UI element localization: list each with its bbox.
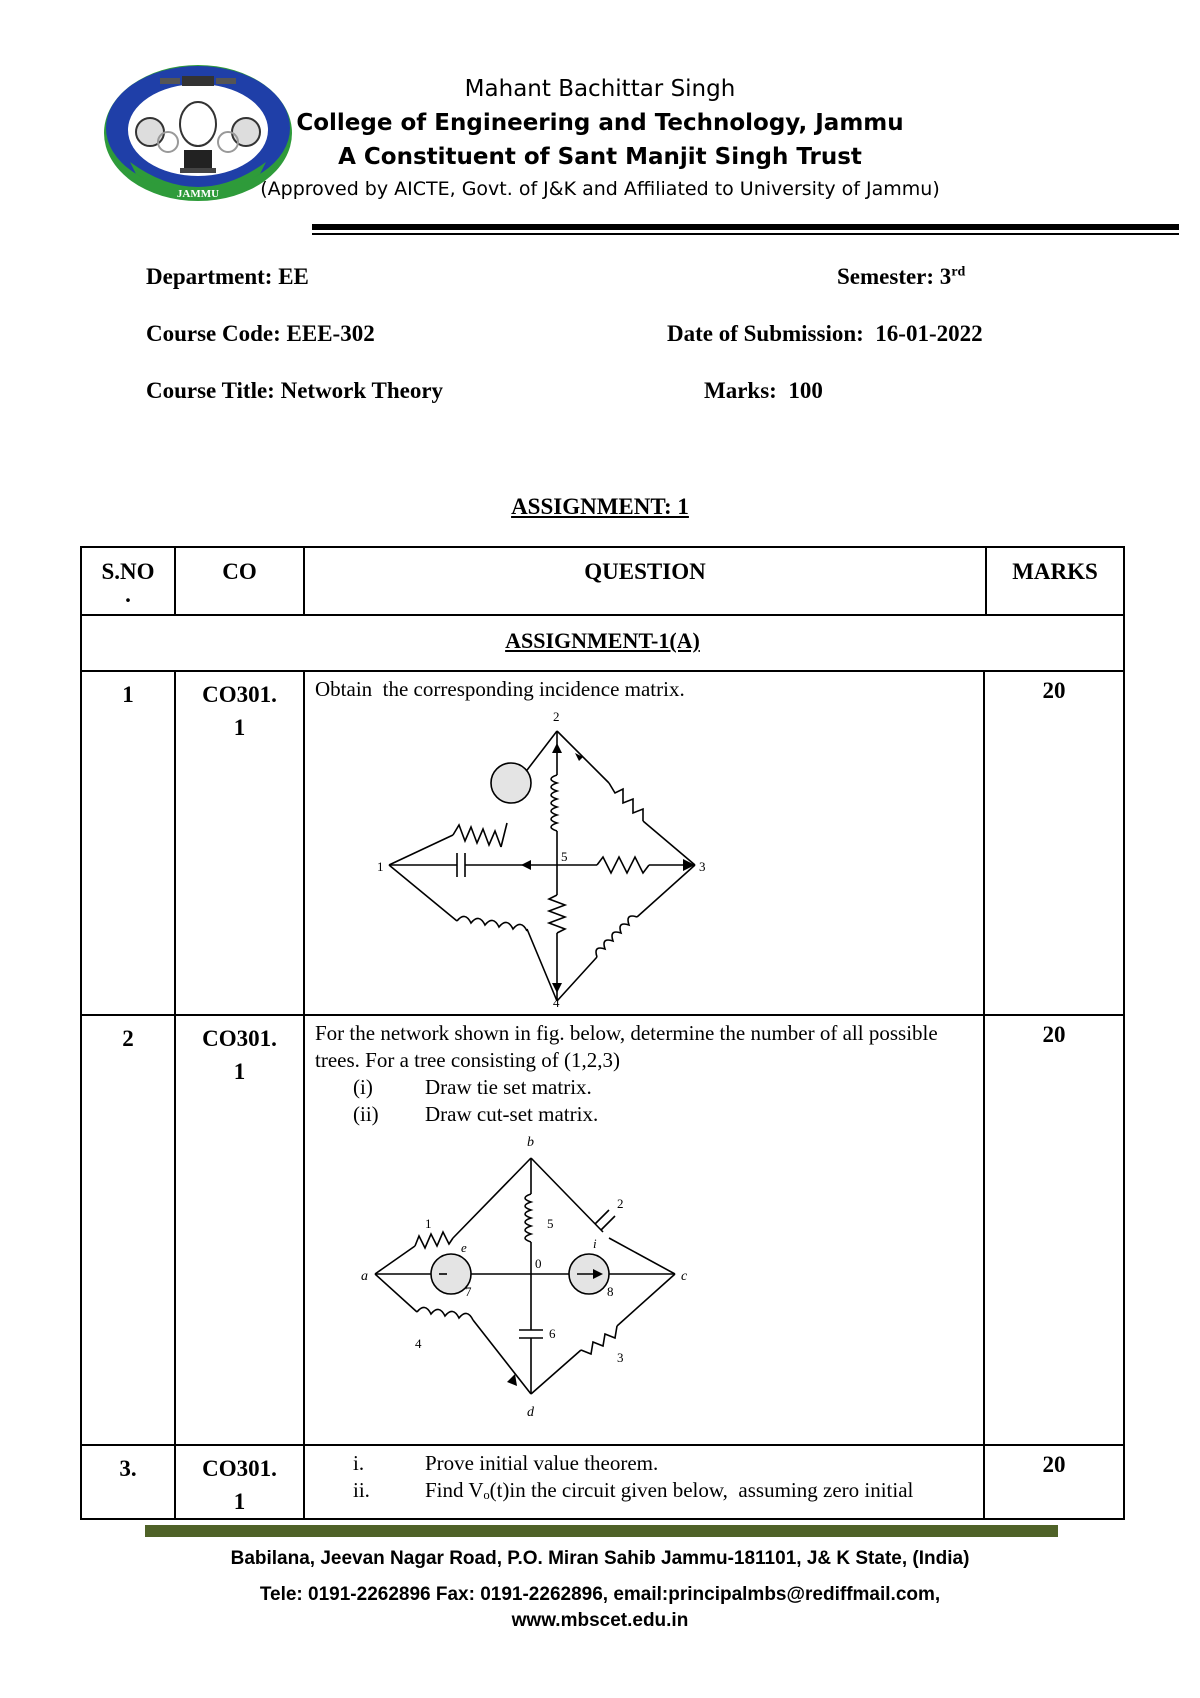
header-line-3: A Constituent of Sant Manjit Singh Trust [338, 144, 862, 170]
sub-question [315, 1101, 977, 1128]
header-sno-text: S.NO [101, 559, 155, 584]
table-header-row [81, 547, 1124, 615]
row-co-line2: 1 [233, 1489, 246, 1514]
table-row [81, 671, 1124, 1015]
header-line-4: (Approved by AICTE, Govt. of J&K and Affiliated to University of Jammu) [260, 178, 940, 200]
header-co: CO [175, 547, 304, 615]
fig1-node-2: 2 [553, 709, 560, 724]
row-co-line1: CO301. [202, 1026, 277, 1051]
semester-sup: rd [951, 264, 966, 280]
row-marks: 20 [984, 1445, 1124, 1519]
fig2-branch-1: 1 [425, 1216, 432, 1231]
row-sno: 3. [81, 1445, 175, 1519]
row-co [175, 671, 304, 1015]
sub-question-label: (ii) [353, 1102, 379, 1126]
fig2-node-a: a [361, 1269, 368, 1284]
row-co-line2: 1 [233, 1059, 246, 1084]
semester-label: Semester: 3 [837, 264, 952, 289]
fig1-node-1: 1 [377, 859, 384, 874]
row-sno: 1 [81, 671, 175, 1015]
header-marks: MARKS [1012, 559, 1098, 584]
table-row [81, 1445, 1124, 1519]
header-line-2: College of Engineering and Technology, Jammu [296, 110, 904, 136]
sub-question [315, 1477, 977, 1504]
fig2-branch-7: 7 [465, 1284, 472, 1299]
row-co [175, 1445, 304, 1519]
fig2-branch-6: 6 [549, 1326, 556, 1341]
footer-contact: Tele: 0191-2262896 Fax: 0191-2262896, email:principalmbs@rediffmail.com, [259, 1584, 941, 1605]
fig2-branch-4: 4 [415, 1336, 422, 1351]
figure-network-1 [361, 703, 706, 1010]
fig1-node-4: 4 [553, 995, 560, 1010]
header-sno [81, 547, 175, 615]
sub-question-text: Prove initial value theorem. [425, 1451, 659, 1475]
marks-total: Marks: 100 [704, 378, 823, 403]
fig2-branch-8: 8 [607, 1284, 614, 1299]
sub-question-text: Find Vₒ(t)in the circuit given below, assuming zero initial [425, 1478, 914, 1502]
figure-network-2 [355, 1128, 695, 1420]
question-text: Obtain the corresponding incidence matrix. [315, 677, 685, 701]
row-question [304, 1015, 984, 1445]
header-line-1: Mahant Bachittar Singh [464, 76, 736, 102]
row-marks: 20 [984, 1015, 1124, 1445]
department: Department: EE [146, 264, 309, 289]
question-text: For the network shown in fig. below, determine the number of all possible trees. For a tree consisting of (1,2,3) [315, 1021, 938, 1072]
fig2-branch-2: 2 [617, 1196, 624, 1211]
footer-address: Babilana, Jeevan Nagar Road, P.O. Miran Sahib Jammu-181101, J& K State, (India) [230, 1548, 970, 1569]
section-row [81, 615, 1124, 671]
sub-question-text: Draw tie set matrix. [425, 1075, 592, 1099]
row-marks: 20 [984, 671, 1124, 1015]
row-co-line1: CO301. [202, 682, 277, 707]
table-row [81, 1015, 1124, 1445]
fig2-label-i: i [593, 1236, 597, 1251]
sub-question-text: Draw cut-set matrix. [425, 1102, 599, 1126]
footer-website: www.mbscet.edu.in [511, 1610, 689, 1631]
row-co-line2: 1 [233, 715, 246, 740]
fig2-node-0: 0 [535, 1256, 542, 1271]
row-co [175, 1015, 304, 1445]
row-question [304, 671, 984, 1015]
row-co-line1: CO301. [202, 1456, 277, 1481]
fig2-node-c: c [681, 1269, 688, 1284]
course-code: Course Code: EEE-302 [146, 321, 375, 346]
fig2-label-e: e [461, 1240, 467, 1255]
fig2-node-b: b [527, 1135, 534, 1150]
row-sno: 2 [81, 1015, 175, 1445]
sub-question-label: (i) [353, 1075, 373, 1099]
logo-text: JAMMU [176, 188, 220, 200]
sub-question-label: ii. [353, 1478, 370, 1502]
header-sno-dot: . [125, 582, 131, 607]
header-rule [312, 224, 1179, 230]
course-title: Course Title: Network Theory [146, 378, 444, 403]
date-of-submission: Date of Submission: 16-01-2022 [667, 321, 983, 346]
fig2-branch-3: 3 [617, 1350, 624, 1365]
header-rule-thin [312, 233, 1179, 235]
sub-question [315, 1450, 977, 1477]
header-question-marks [304, 547, 1124, 615]
assignment-table [80, 546, 1125, 1520]
fig2-node-d: d [527, 1405, 534, 1420]
assignment-title: ASSIGNMENT: 1 [511, 494, 689, 519]
header-question: QUESTION [305, 548, 987, 614]
fig2-branch-5: 5 [547, 1216, 554, 1231]
row-question [304, 1445, 984, 1519]
sub-question-label: i. [353, 1451, 365, 1475]
section-title: ASSIGNMENT-1(A) [81, 615, 1124, 671]
sub-question [315, 1074, 977, 1101]
semester [837, 264, 965, 290]
fig1-node-3: 3 [699, 859, 706, 874]
fig1-node-5: 5 [561, 849, 568, 864]
footer-bar [145, 1525, 1058, 1537]
